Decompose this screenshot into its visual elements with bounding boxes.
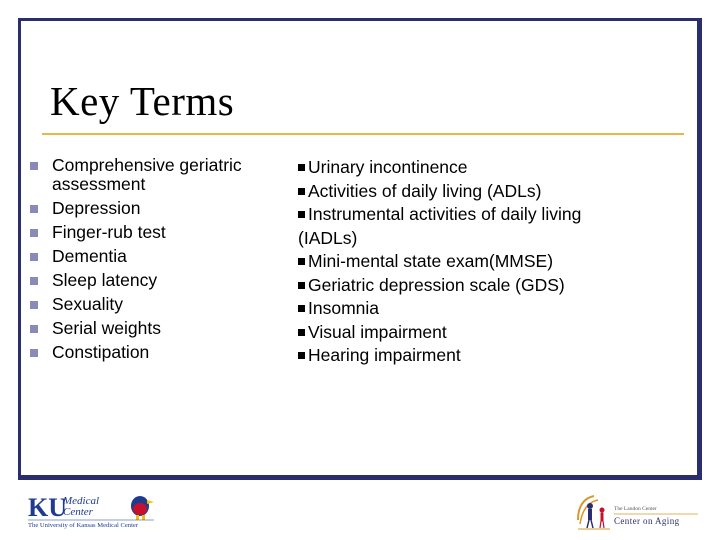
square-bullet-icon [298,352,305,359]
square-bullet-icon [298,164,305,171]
ku-logo-name-line1: Medical [63,495,100,507]
list-item: Activities of daily living (ADLs) [298,180,658,204]
list-item: Dementia [30,247,290,266]
ku-logo-name-line2: Center [63,506,93,518]
square-bullet-icon [298,282,305,289]
list-item: Depression [30,199,290,218]
square-bullet-icon [298,211,305,218]
center-on-aging-logo [574,490,704,534]
square-bullet-icon [298,305,305,312]
figures-icon [578,496,610,529]
right-term-list [298,156,658,368]
list-item: Sexuality [30,295,290,314]
list-item: Instrumental activities of daily living (IADLs) [298,204,582,248]
square-bullet-icon [30,229,38,237]
list-item: Urinary incontinence [298,156,658,180]
square-bullet-icon [30,349,38,357]
square-bullet-icon [298,188,305,195]
square-bullet-icon [30,205,38,213]
square-bullet-icon [30,277,38,285]
title-rule [42,133,684,135]
list-item: Sleep latency [30,271,290,290]
ku-medical-center-logo [26,492,156,530]
square-bullet-icon [30,162,38,170]
square-bullet-icon [30,301,38,309]
list-item: Geriatric depression scale (GDS) [298,274,658,298]
list-item: Mini-mental state exam(MMSE) [298,250,658,274]
list-item: Visual impairment [298,321,658,345]
square-bullet-icon [298,258,305,265]
square-bullet-icon [30,325,38,333]
square-bullet-icon [30,253,38,261]
list-item: Hearing impairment [298,344,658,368]
ku-logo-tagline: The University of Kansas Medical Center [28,522,139,529]
aging-logo-line1: The Landon Center [614,506,657,512]
list-item: Finger-rub test [30,223,290,242]
list-item: Constipation [30,343,290,362]
left-term-list [30,156,290,367]
ku-logo-mark: KU [28,493,67,522]
aging-logo-line2: Center on Aging [614,516,680,526]
list-item: Serial weights [30,319,290,338]
list-item: Insomnia [298,297,658,321]
jayhawk-icon [131,496,154,520]
square-bullet-icon [298,329,305,336]
list-item: Comprehensive geriatric assessment [30,156,290,194]
slide-title: Key Terms [50,78,235,124]
